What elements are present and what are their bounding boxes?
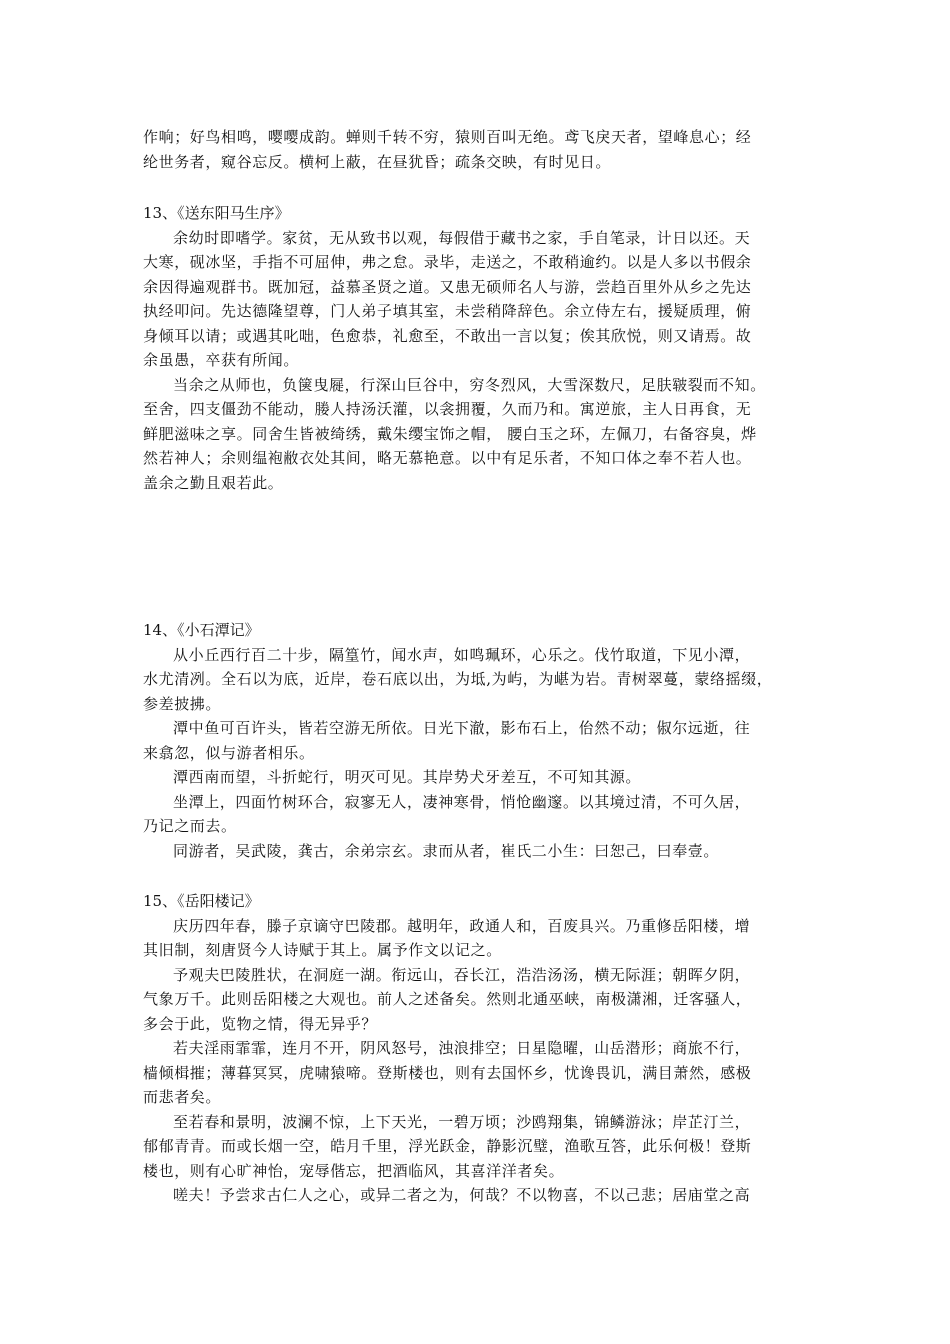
text-line: 执经叩问。先达德隆望尊，门人弟子填其室，未尝稍降辞色。余立侍左右，援疑质理，俯 — [143, 302, 752, 320]
text-line: 余虽愚，卒获有所闻。 — [143, 351, 300, 369]
text-line: 而悲者矣。 — [143, 1088, 222, 1106]
text-line: 鲜肥滋味之享。同舍生皆被绮绣，戴朱缨宝饰之帽， 腰白玉之环，左佩刀，右备容臭，烨 — [143, 424, 757, 443]
text-line: 当余之从师也，负箧曳屣，行深山巨谷中，穷冬烈风，大雪深数尺，足肤皲裂而不知。 — [173, 375, 766, 394]
text-line: 坐潭上，四面竹树环合，寂寥无人，凄神寒骨，悄怆幽邃。以其境过清，不可久居， — [173, 792, 751, 811]
document-page — [143, 125, 813, 1208]
section-title: 15、《岳阳楼记》 — [143, 892, 260, 910]
text-line: 盖余之勤且艰若此。 — [143, 473, 284, 492]
text-line: 纶世务者，窥谷忘反。横柯上蔽，在昼犹昏；疏条交映，有时见日。 — [143, 152, 612, 171]
text-line: 气象万千。此则岳阳楼之大观也。前人之述备矣。然则北通巫峡，南极潇湘，迁客骚人， — [143, 990, 752, 1008]
text-line: 作响；好鸟相鸣，嘤嘤成韵。蝉则千转不穷，猿则百叫无绝。鸢飞戾天者，望峰息心；经 — [143, 128, 752, 146]
text-line: 庆历四年春，滕子京谪守巴陵郡。越明年，政通人和，百废具兴。乃重修岳阳楼，增 — [173, 916, 751, 935]
text-line: 同游者，吴武陵，龚古，余弟宗玄。隶而从者，崔氏二小生：曰恕己，曰奉壹。 — [173, 841, 720, 860]
text-line: 潭西南而望，斗折蛇行，明灭可见。其岸势犬牙差互，不可知其源。 — [173, 768, 642, 786]
text-line: 郁郁青青。而或长烟一空，皓月千里，浮光跃金，静影沉璧，渔歌互答，此乐何极！登斯 — [143, 1137, 752, 1155]
section-14 — [143, 618, 813, 863]
text-line: 其旧制，刻唐贤今人诗赋于其上。属予作文以记之。 — [143, 941, 502, 959]
section-title: 14、《小石潭记》 — [143, 621, 260, 639]
text-line: 楼也，则有心旷神怡，宠辱偕忘，把酒临风，其喜洋洋者矣。 — [143, 1161, 565, 1180]
text-line: 樯倾楫摧；薄暮冥冥，虎啸猿啼。登斯楼也，则有去国怀乡，忧谗畏讥，满目萧然，感极 — [143, 1063, 752, 1082]
text-line: 若夫淫雨霏霏，连月不开，阴风怒号，浊浪排空；日星隐曜，山岳潜形；商旅不行， — [173, 1039, 751, 1057]
text-line: 余幼时即嗜学。家贫，无从致书以观，每假借于藏书之家，手自笔录，计日以还。天 — [173, 228, 751, 247]
text-line: 潭中鱼可百许头，皆若空游无所依。日光下澈，影布石上，佁然不动；俶尔远逝，往 — [173, 719, 751, 737]
text-line: 参差披拂。 — [143, 694, 222, 713]
section-15 — [143, 889, 813, 1208]
text-line: 身倾耳以请；或遇其叱咄，色愈恭，礼愈至，不敢出一言以复；俟其欣悦，则又请焉。故 — [143, 326, 752, 345]
section-13 — [143, 201, 813, 495]
text-line: 从小丘西行百二十步，隔篁竹，闻水声，如鸣珮环，心乐之。伐竹取道，下见小潭， — [173, 645, 751, 664]
text-line: 嗟夫！予尝求古仁人之心，或异二者之为，何哉？不以物喜，不以己悲；居庙堂之高 — [173, 1186, 751, 1204]
text-line: 至舍，四支僵劲不能动，媵人持汤沃灌，以衾拥覆，久而乃和。寓逆旅，主人日再食，无 — [143, 400, 752, 418]
text-line: 来翕忽，似与游者相乐。 — [143, 743, 315, 762]
text-line: 乃记之而去。 — [143, 817, 237, 835]
section-title: 13、《送东阳马生序》 — [143, 204, 290, 222]
text-line: 多会于此，览物之情，得无异乎？ — [143, 1014, 378, 1033]
text-line: 大寒，砚冰坚，手指不可屈伸，弗之怠。录毕，走送之，不敢稍逾约。以是人多以书假余 — [143, 253, 752, 271]
text-line: 余因得遍观群书。既加冠，益慕圣贤之道。又患无硕师名人与游，尝趋百里外从乡之先达 — [143, 277, 752, 296]
section-12-tail — [143, 125, 813, 174]
text-line: 然若神人；余则缊袍敝衣处其间，略无慕艳意。以中有足乐者，不知口体之奉不若人也。 — [143, 449, 752, 467]
text-line: 水尤清冽。全石以为底，近岸，卷石底以出，为坻,为屿，为嵁为岩。青树翠蔓，蒙络摇缀， — [143, 670, 773, 688]
text-line: 至若春和景明，波澜不惊，上下天光，一碧万顷；沙鸥翔集，锦鳞游泳；岸芷汀兰， — [173, 1112, 751, 1131]
text-line: 予观夫巴陵胜状，在洞庭一湖。衔远山，吞长江，浩浩汤汤，横无际涯；朝晖夕阴， — [173, 965, 751, 984]
